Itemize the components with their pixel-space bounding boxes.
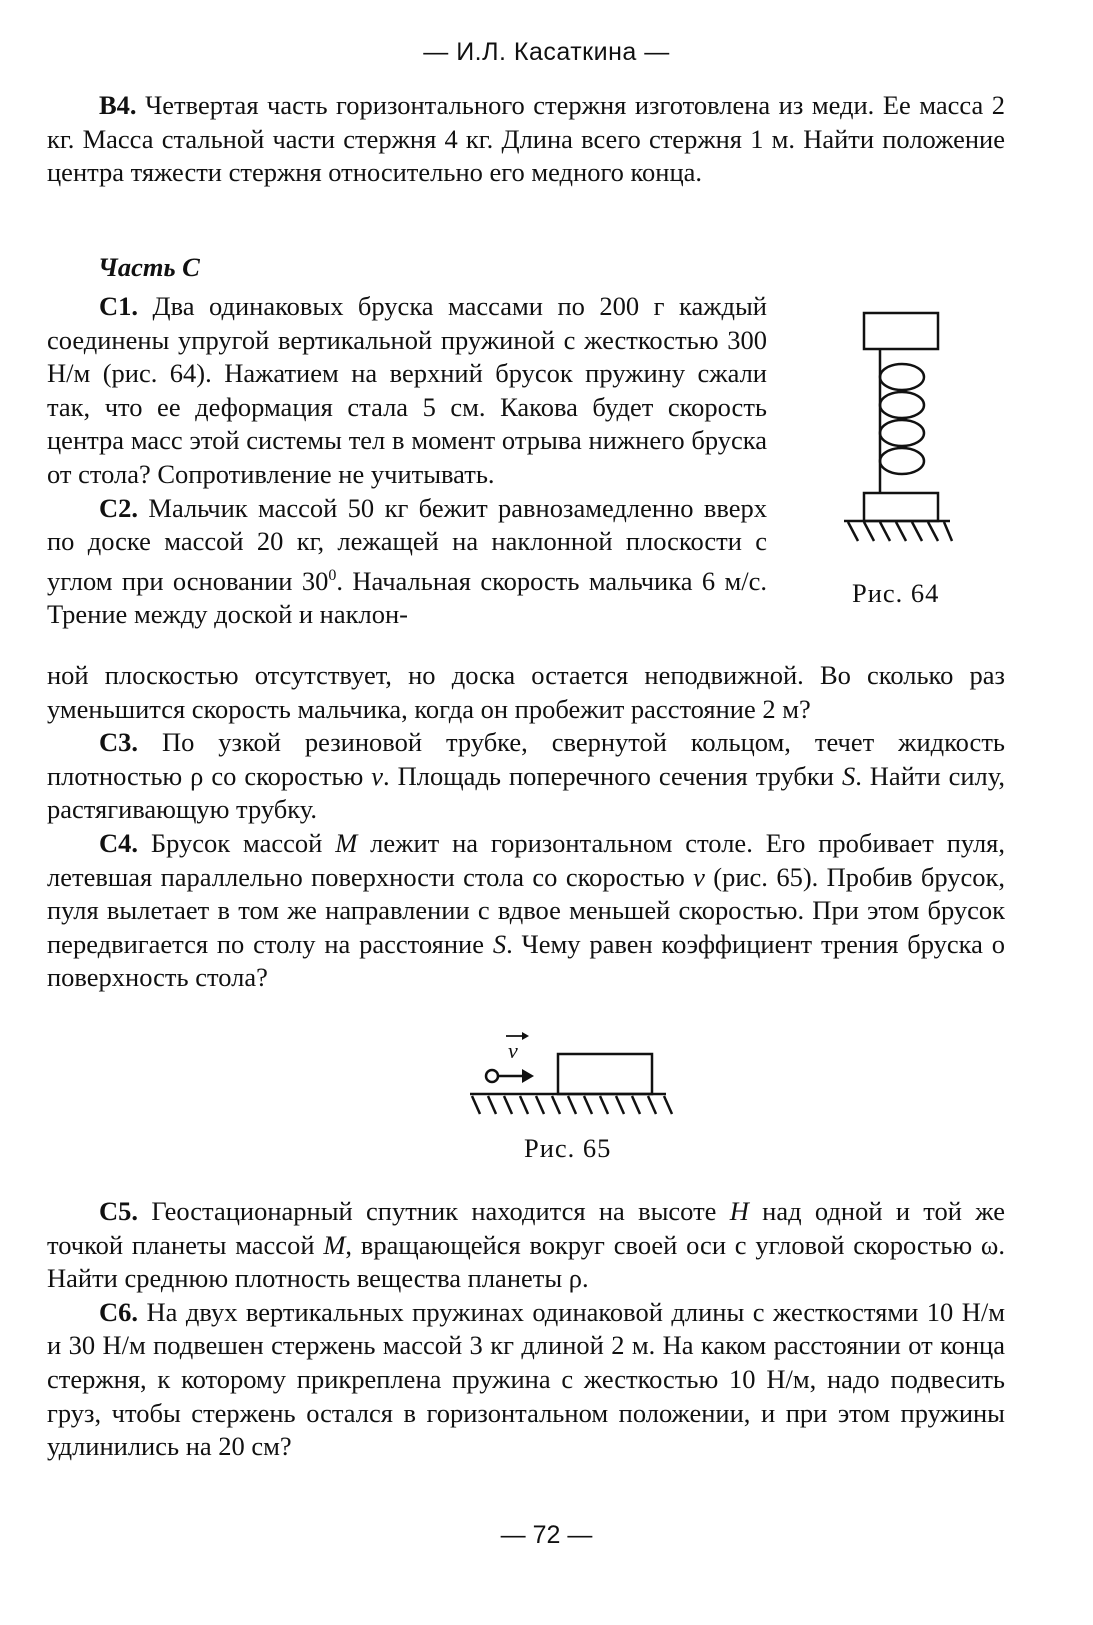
problem-number: В4. — [99, 90, 137, 120]
problem-text: . Найти силу, растягивающую трубку. — [47, 760, 1006, 825]
problem-number: С3. — [99, 727, 139, 758]
problems-column — [47, 290, 767, 632]
problem-number: С4. — [99, 827, 139, 858]
problem-text: лежит на горизонтальном столе. Его пробивает пуля, летевшая параллельно поверхности стола со скоростью — [47, 827, 1005, 892]
variable-m: M — [335, 827, 358, 858]
problem-number: С2. — [99, 492, 139, 523]
variable-m: M — [323, 1229, 346, 1260]
page-number: — 72 — — [500, 1521, 593, 1549]
problem-text: . Начальная скорость мальчика 6 м/с. Трение между доской и наклон- — [47, 565, 767, 630]
upper-block — [864, 313, 938, 349]
problem-text: . Чему равен коэффициент трения бруска о поверхность стола? — [47, 928, 1005, 993]
problem-text: ной плоскостью отсутствует, но доска остается неподвижной. Во сколько раз уменьшится скорость мальчика, когда он пробежит расстояние 2 м? — [47, 660, 1005, 724]
figure-65-caption: Рис. 65 — [524, 1133, 612, 1163]
variable-h: H — [729, 1196, 749, 1226]
lower-block — [864, 493, 938, 521]
problem-text: Четвертая часть горизонтального стержня изготовлена из меди. Ее масса 2 кг. Масса стальной части стержня 4 кг. Длина всего стержня 1 м. Найти положение центра тяжести стержня относительно его медного конца. — [47, 90, 1005, 188]
variable-s: S — [841, 760, 856, 791]
problem-number: С6. — [99, 1296, 139, 1327]
problem-text: На двух вертикальных пружинах одинаковой длины с жесткостями 10 Н/м и 30 Н/м подвешен стержень массой 3 кг длиной 2 м. На каком расстоянии от конца стержня, к которому прикреплена пружина с жесткостью 10 Н/м, надо подвесить груз, чтобы стержень остался в горизонтальном положении, и при этом пружины удлинились на 20 см? — [47, 1296, 1005, 1462]
problem-number: С5. — [99, 1196, 139, 1226]
problem-b4 — [47, 89, 1005, 190]
spring-coil — [880, 364, 924, 390]
velocity-label: v — [508, 1038, 518, 1063]
problem-c3 — [47, 726, 1005, 827]
variable-v: v — [693, 861, 705, 892]
section-title: Часть С — [98, 252, 200, 282]
spring-coil — [880, 420, 924, 446]
bullet — [486, 1070, 498, 1082]
problem-text: Два одинаковых бруска массами по 200 г каждый соединены упругой вертикальной пружиной с жесткостью 300 Н/м (рис. 64). Нажатием на верхний брусок пружину сжали так, что ее деформация стала 5 см. Какова будет скорость центра масс этой системы тел в момент отрыва нижнего бруска от стола? Сопротивление не учитывать. — [47, 291, 767, 489]
problem-text: Брусок массой — [138, 827, 336, 858]
problem-text: Мальчик массой 50 кг бежит равнозамедленно вверх по доске массой 20 кг, лежащей на наклонной плоскости с углом при основании 30 — [47, 492, 767, 596]
problem-text: над одной и той же точкой планеты массой — [47, 1196, 1005, 1260]
spring-coil — [880, 392, 924, 418]
problem-number: С1. — [99, 291, 139, 321]
block — [558, 1054, 652, 1094]
figure-64-spring-diagram — [840, 305, 960, 550]
problem-c6 — [47, 1296, 1005, 1464]
spring-coil — [880, 448, 924, 474]
running-head: — И.Л. Касаткина — — [423, 38, 670, 66]
problem-c2-continued — [47, 659, 1005, 726]
problem-text: . Площадь поперечного сечения трубки — [383, 760, 842, 791]
problem-c5 — [47, 1195, 1005, 1296]
problems-wide — [47, 659, 1005, 995]
figure-64-caption: Рис. 64 — [852, 578, 940, 608]
degree-superscript: 0 — [328, 566, 337, 584]
figure-65-bullet-diagram — [466, 1030, 686, 1125]
problem-c4 — [47, 827, 1005, 995]
vector-arrowhead — [522, 1032, 529, 1040]
variable-s: S — [492, 928, 507, 959]
problem-text: , вращающейся вокруг своей оси с угловой скоростью ω. Найти среднюю плотность вещества планеты ρ. — [47, 1229, 1006, 1294]
problem-c2 — [47, 492, 767, 632]
problem-c1 — [47, 290, 767, 492]
problem-text: (рис. 65). Пробив брусок, пуля вылетает в том же направлении с вдвое меньшей скоростью. При этом брусок передвигается по столу на расстояние — [47, 861, 1005, 959]
problem-text: По узкой резиновой трубке, свернутой кольцом, течет жидкость плотностью ρ со скоростью — [47, 727, 1005, 791]
arrowhead — [522, 1069, 534, 1083]
problems-bottom — [47, 1195, 1005, 1464]
variable-v: v — [371, 760, 384, 791]
problem-text: Геостационарный спутник находится на высоте — [138, 1196, 730, 1226]
